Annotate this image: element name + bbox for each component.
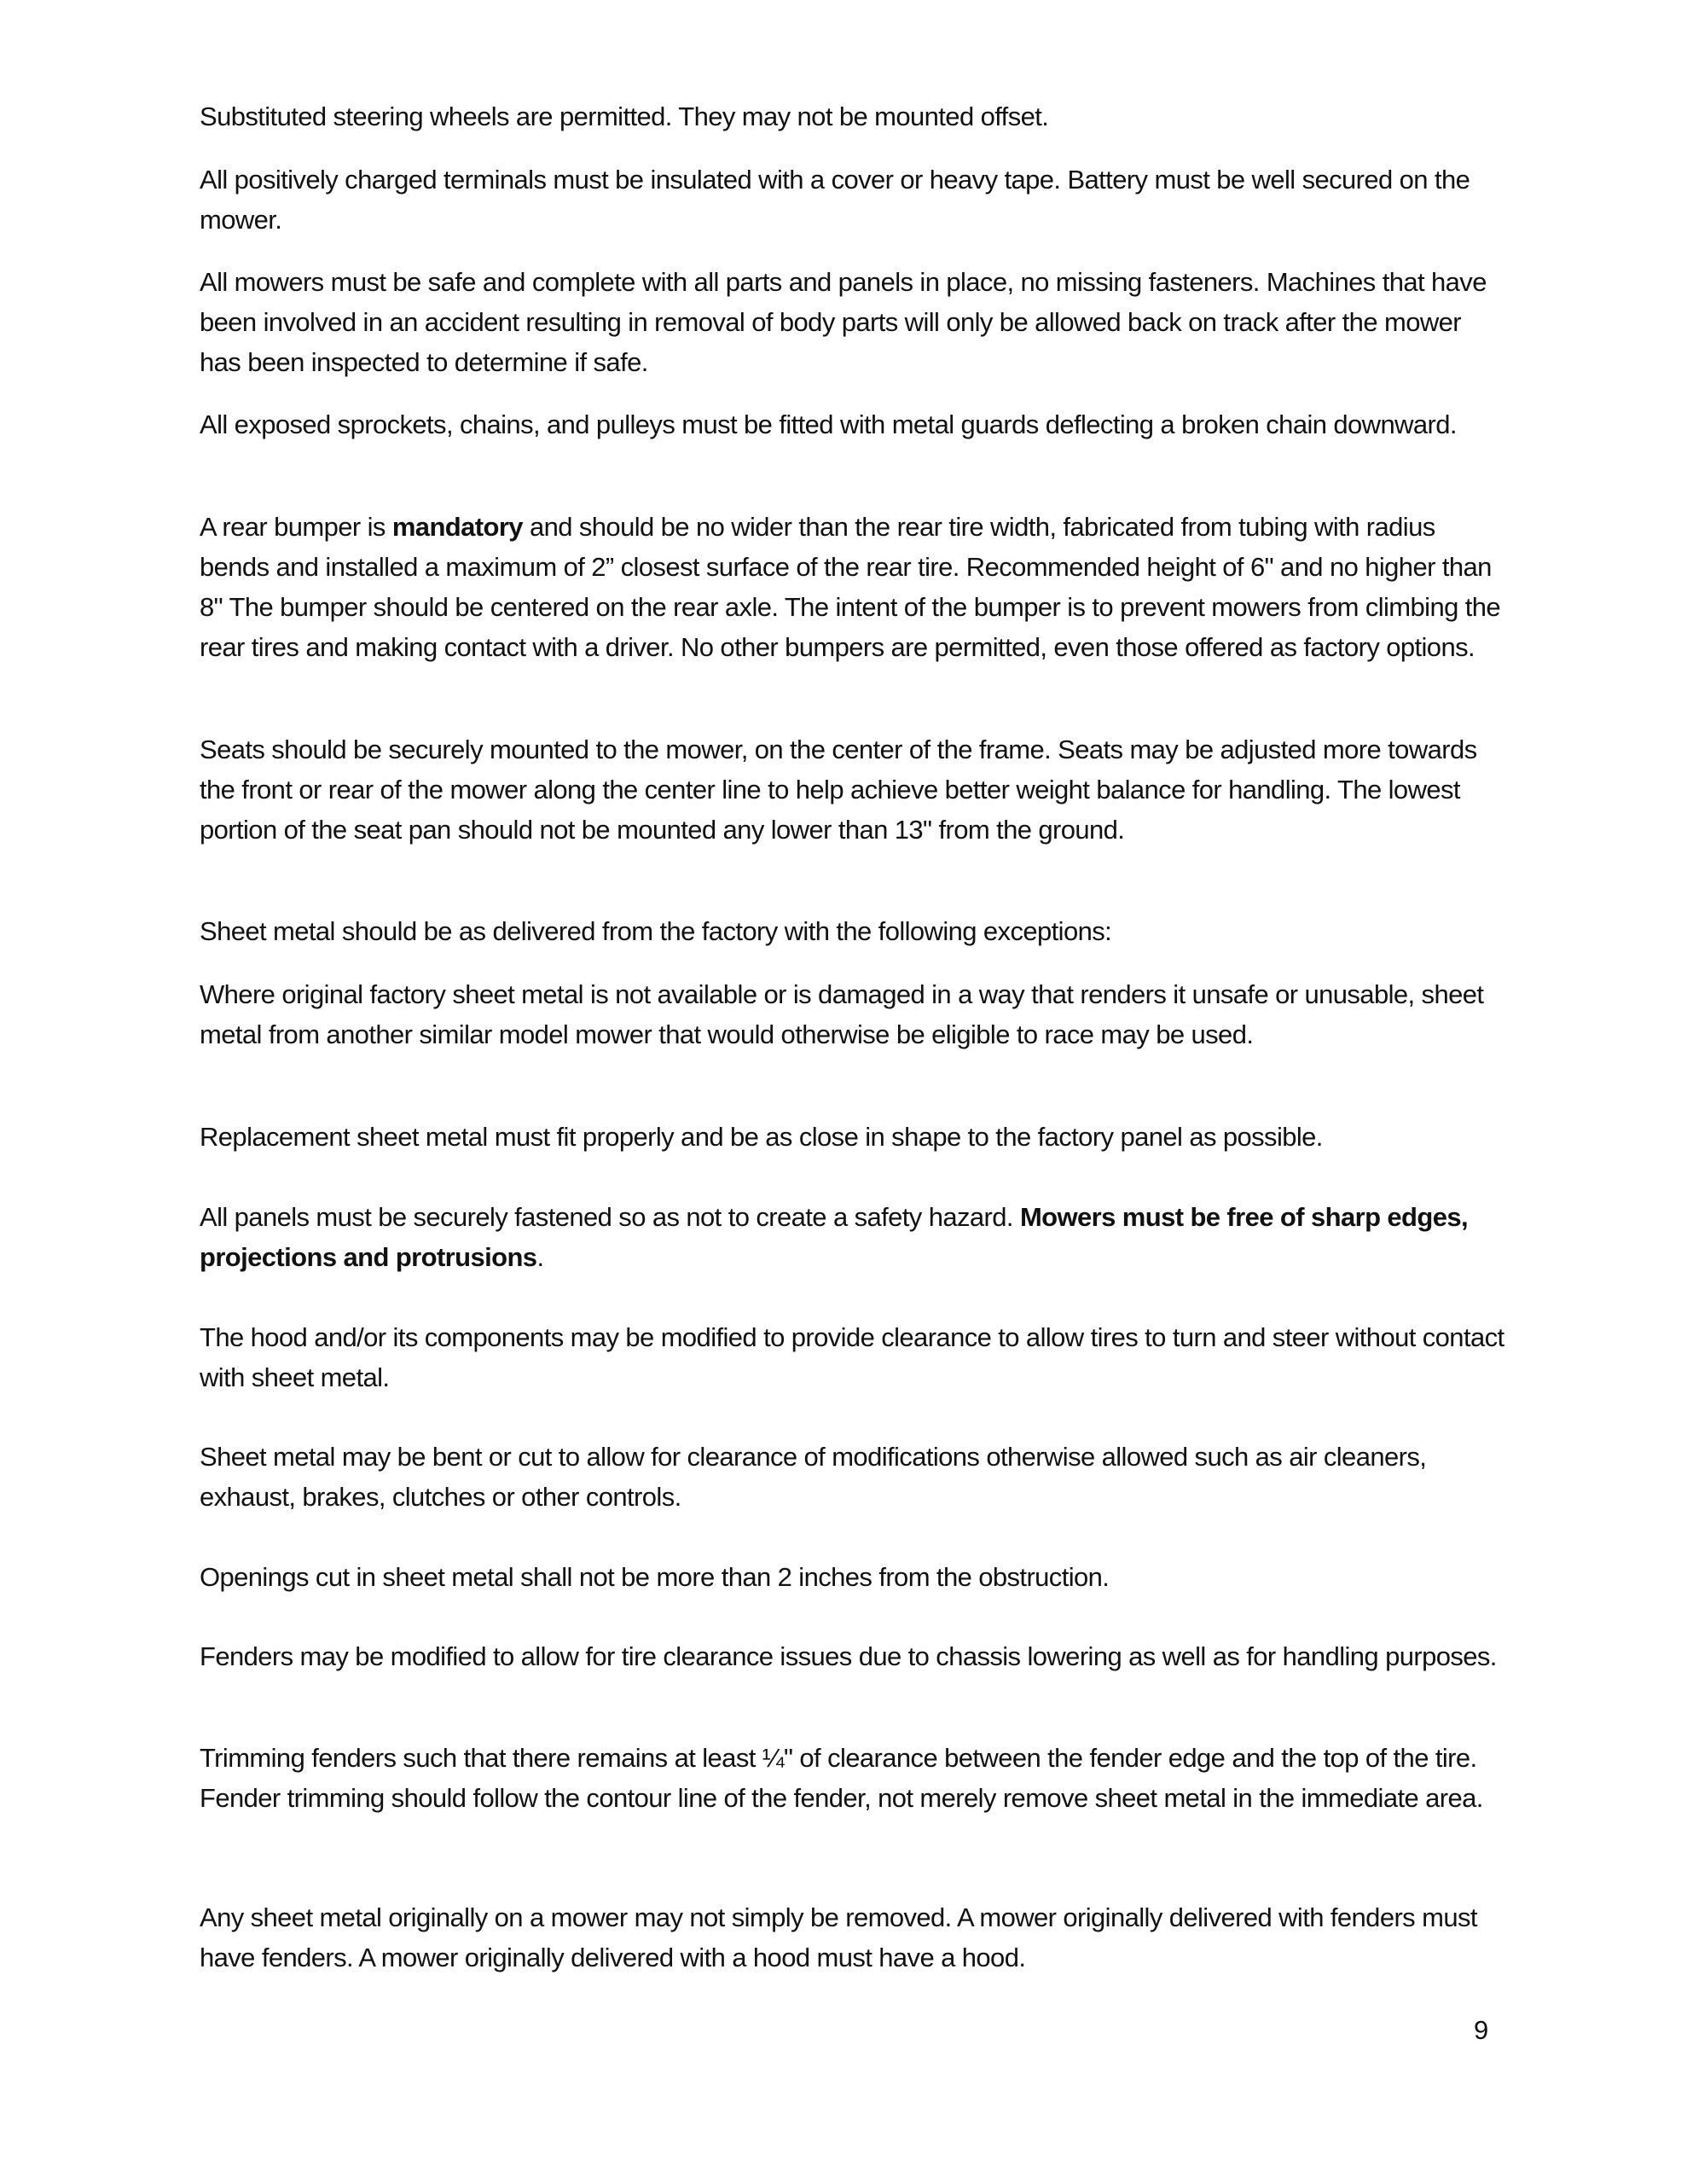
paragraph-hood-modification: The hood and/or its components may be modified to provide clearance to allow tires to turn and steer without contact with sheet metal. — [200, 1322, 1504, 1392]
rear-bumper-text-post: and should be no wider than the rear tire width, fabricated from tubing with radius bends and installed a maximum of 2” closest surface of the rear tire. Recommended height of 6" and no higher than 8" The bumper should be centered on the rear axle. The intent of the bumper is to prevent mowers from climbing the rear tires and making contact with a driver. No other bumpers are permitted, even those offered as factory options. — [200, 512, 1501, 662]
paragraph-replacement-source: Where original factory sheet metal is not available or is damaged in a way that renders it unsafe or unusable, sheet metal from another similar model mower that would otherwise be eligible to race may be used. — [200, 979, 1484, 1049]
paragraph-seats: Seats should be securely mounted to the mower, on the center of the frame. Seats may be adjusted more towards the front or rear of the mower along the center line to help achieve better weight balance for handling. The lowest portion of the seat pan should not be mounted any lower than 13" from the ground. — [200, 735, 1477, 845]
paragraph-steering-wheels: Substituted steering wheels are permitted. They may not be mounted offset. — [200, 102, 1049, 131]
paragraph-fender-trimming: Trimming fenders such that there remains at least ¼" of clearance between the fender edge and the top of the tire. Fender trimming should follow the contour line of the fender, not merely remove sheet metal in the immediate area. — [200, 1743, 1483, 1813]
paragraph-rear-bumper — [200, 507, 1504, 667]
paragraph-replacement-fit: Replacement sheet metal must fit properly and be as close in shape to the factory panel as possible. — [200, 1122, 1323, 1152]
paragraph-sheet-metal-exceptions: Sheet metal should be as delivered from the factory with the following exceptions: — [200, 916, 1112, 946]
panels-sharp-edges-bold: Mowers must be free of sharp edges, projections and protrusions — [200, 1202, 1469, 1272]
panels-text-post: . — [536, 1242, 544, 1272]
paragraph-panels-fastened — [200, 1197, 1504, 1277]
paragraph-mower-safety: All mowers must be safe and complete with all parts and panels in place, no missing fasteners. Machines that have been involved in an accident resulting in removal of body parts will only be allowed back on track after the mower has been inspected to determine if safe. — [200, 267, 1487, 377]
paragraph-openings-cut: Openings cut in sheet metal shall not be more than 2 inches from the obstruction. — [200, 1562, 1110, 1592]
page-number: 9 — [1474, 2015, 1489, 2045]
panels-text-pre: All panels must be securely fastened so as not to create a safety hazard. — [200, 1202, 1020, 1232]
rear-bumper-text-pre: A rear bumper is — [200, 512, 392, 542]
paragraph-sheet-metal-removal: Any sheet metal originally on a mower may not simply be removed. A mower originally delivered with fenders must have fenders. A mower originally delivered with a hood must have a hood. — [200, 1902, 1477, 1972]
paragraph-fenders-modified: Fenders may be modified to allow for tire clearance issues due to chassis lowering as well as for handling purposes. — [200, 1641, 1497, 1671]
rear-bumper-mandatory-bold: mandatory — [391, 512, 523, 542]
paragraph-battery-terminals: All positively charged terminals must be insulated with a cover or heavy tape. Battery must be well secured on the mower. — [200, 165, 1470, 235]
paragraph-sheet-metal-bent: Sheet metal may be bent or cut to allow for clearance of modifications otherwise allowed such as air cleaners, exhaust, brakes, clutches or other controls. — [200, 1442, 1427, 1512]
paragraph-chain-guards: All exposed sprockets, chains, and pulleys must be fitted with metal guards deflecting a broken chain downward. — [200, 410, 1457, 439]
